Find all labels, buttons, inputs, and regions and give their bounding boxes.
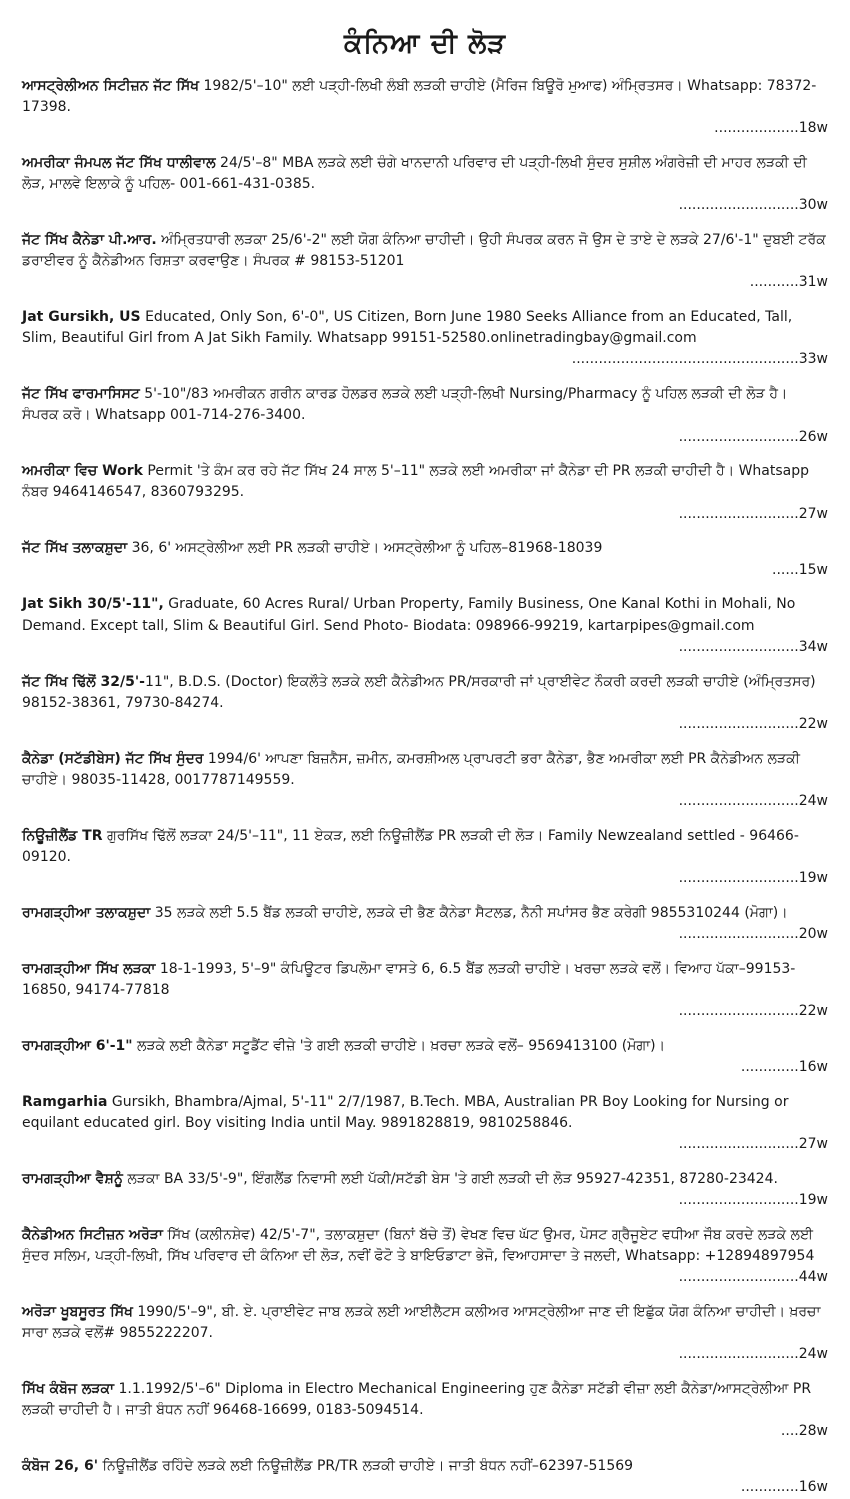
ad-text: 5'-10"/83 ਅਮਰੀਕਨ ਗਰੀਨ ਕਾਰਡ ਹੋਲਡਰ ਲੜਕੇ ਲਈ ਪੜ੍ਹੀ-ਲਿਖੀ Nursing/Pharmacy ਨੂੰ ਪਹਿਲ ਲੜਕੀ ਦੀ ਲੋੜ ਹੈ। ਸੰਪਰਕ ਕਰੋ। Whatsapp 001-714-276-3400. [22,386,788,424]
ad-code: ...........................34w [678,638,828,655]
ad-text: ਲੜਕਾ BA 33/5'-9", ਇੰਗਲੈਂਡ ਨਿਵਾਸੀ ਲਈ ਪੱਕੀ/ਸਟੱਡੀ ਬੇਸ 'ਤੇ ਗਈ ਲੜਕੀ ਦੀ ਲੋੜ 95927-42351, 87280-23424. [122,1170,778,1187]
classified-ad [22,1092,828,1155]
ad-code: ....28w [780,1423,828,1440]
classified-ad [22,594,828,657]
ad-text: 1.1.1992/5'–6" Diploma in Electro Mechanical Engineering ਹੁਣ ਕੈਨੇਡਾ ਸਟੱਡੀ ਵੀਜ਼ਾ ਲਈ ਕੈਨੇਡਾ/ਆਸਟ੍ਰੇਲੀਆ PR ਲੜਕੀ ਚਾਹੀਦੀ ਹੈ। ਜਾਤੀ ਬੰਧਨ ਨਹੀਂ 96468-16699, 0183-5094514. [22,1381,812,1419]
ad-code: ...........................24w [678,792,828,809]
ad-code: ...........................24w [678,1346,828,1363]
classified-ad [22,1456,828,1498]
ad-code: ...........................20w [678,925,828,942]
ad-text: 18-1-1993, 5'–9" ਕੰਪਿਊਟਰ ਡਿਪਲੋਮਾ ਵਾਸਤੇ 6, 6.5 ਬੈਂਡ ਲੜਕੀ ਚਾਹੀਏ। ਖਰਚਾ ਲੜਕੇ ਵਲੋਂ। ਵਿਆਹ ਪੱਕਾ–99153-16850, 94174-77818 [22,960,796,998]
ad-lead: ਰਾਮਗੜ੍ਹੀਆ ਵੈਸ਼ਨੂੰ [22,1170,123,1187]
ad-text: 1990/5'–9", ਬੀ. ਏ. ਪ੍ਰਾਈਵੇਟ ਜਾਬ ਲੜਕੇ ਲਈ ਆਈਲੈਟਸ ਕਲੀਅਰ ਆਸਟ੍ਰੇਲੀਆ ਜਾਣ ਦੀ ਇਛੁੱਕ ਯੋਗ ਕੰਨਿਆ ਚਾਹੀਦੀ। ਖ਼ਰਚਾ ਸਾਰਾ ਲੜਕੇ ਵਲੋਂ# 9855222207. [22,1303,821,1342]
classified-ad [22,1302,828,1365]
classified-ad [22,384,828,447]
ad-code: ...........................30w [678,197,828,214]
ad-text: ਸਿੱਖ (ਕਲੀਨਸ਼ੇਵ) 42/5'-7", ਤਲਾਕਸ਼ੁਦਾ (ਬਿਨਾਂ ਬੱਚੇ ਤੋਂ) ਵੇਖਣ ਵਿਚ ਘੱਟ ਉਮਰ, ਪੋਸਟ ਗ੍ਰੈਜੂਏਟ ਵਧੀਆ ਜੌਬ ਕਰਦੇ ਲੜਕੇ ਲਈ ਸੁੰਦਰ ਸਲਿਮ, ਪੜ੍ਹੀ-ਲਿਖੀ, ਸਿੱਖ ਪਰਿਵਾਰ ਦੀ ਕੰਨਿਆ ਦੀ ਲੋੜ, ਨਵੀਂ ਫੋਟੋ ਤੇ ਬਾਇਓਡਾਟਾ ਭੇਜੋ, ਵਿਆਹਸਾਦਾ ਤੇ ਜਲਦੀ, Whatsapp: +12894897954 [22,1226,815,1264]
ad-lead: ਜੱਟ ਸਿੱਖ ਢਿੱਲੋਂ 32/5'- [22,673,145,690]
ad-lead: Jat Sikh 30/5'-11", [22,596,164,613]
ad-code: ...........................27w [678,1136,828,1152]
ad-text: 35 ਲੜਕੇ ਲਈ 5.5 ਬੈਂਡ ਲੜਕੀ ਚਾਹੀਏ, ਲੜਕੇ ਦੀ ਭੈਣ ਕੈਨੇਡਾ ਸੈਟਲਡ, ਨੈਨੀ ਸਪਾਂਸਰ ਭੈਣ ਕਰੇਗੀ 9855310244 (ਮੋਗਾ)। [150,904,788,921]
ad-text: ਲੜਕੇ ਲਈ ਕੈਨੇਡਾ ਸਟੂਡੈਂਟ ਵੀਜ਼ੇ 'ਤੇ ਗਈ ਲੜਕੀ ਚਾਹੀਏ। ਖ਼ਰਚਾ ਲੜਕੇ ਵਲੋਂ– 9569413100 (ਮੋਗਾ)। [132,1037,666,1054]
ad-code: ...........................19w [678,869,828,886]
ad-text: Educated, Only Son, 6'-0", US Citizen, Born June 1980 Seeks Alliance from an Educated, Tall, Slim, Beautiful Girl from A Jat Sikh Family. Whatsapp 99151-52580.onlinetradingbay@gmail.com [22,309,793,347]
classified-ad [22,749,828,812]
ad-code: ...........................22w [678,715,828,732]
ad-text: ਨਿਊਜ਼ੀਲੈਂਡ ਰਹਿੰਦੇ ਲੜਕੇ ਲਈ ਨਿਊਜ਼ੀਲੈਂਡ PR/TR ਲੜਕੀ ਚਾਹੀਏ। ਜਾਤੀ ਬੰਧਨ ਨਹੀਂ–62397-51569 [98,1458,634,1475]
ad-lead: ਜੱਟ ਸਿੱਖ ਫਾਰਮਾਸਿਸਟ [22,386,140,403]
ad-text: ਗੁਰਸਿੱਖ ਢਿੱਲੋਂ ਲੜਕਾ 24/5'–11", 11 ਏਕੜ, ਲਈ ਨਿਊਜ਼ੀਲੈਂਡ PR ਲੜਕੀ ਦੀ ਲੋੜ। Family Newzealand settled - 96466-09120. [22,827,799,865]
ad-lead: ਜੱਟ ਸਿੱਖ ਕੈਨੇਡਾ ਪੀ.ਆਰ. [22,232,157,249]
ad-text: ਅੰਮ੍ਰਿਤਧਾਰੀ ਲੜਕਾ 25/6'-2" ਲਈ ਯੋਗ ਕੰਨਿਆ ਚਾਹੀਦੀ। ਉਹੀ ਸੰਪਰਕ ਕਰਨ ਜੋ ਉਸ ਦੇ ਤਾਏ ਦੇ ਲੜਕੇ 27/6'-1" ਦੁਬਈ ਟਰੱਕ ਡਰਾਈਵਰ ਨੂੰ ਕੈਨੇਡੀਅਨ ਰਿਸ਼ਤਾ ਕਰਵਾਉਣ। ਸੰਪਰਕ # 98153-51201 [22,232,826,270]
classified-ad [22,76,828,139]
ad-code: ...........................27w [678,505,828,522]
ad-lead: ਕੰਬੋਜ 26, 6' [22,1458,99,1475]
ad-code: ...........31w [749,274,828,291]
classified-ad [22,307,828,370]
ad-list [22,76,828,1498]
ad-text: 11", B.D.S. (Doctor) ਇਕਲੌਤੇ ਲੜਕੇ ਲਈ ਕੈਨੇਡੀਅਨ PR/ਸਰਕਾਰੀ ਜਾਂ ਪ੍ਰਾਈਵੇਟ ਨੌਕਰੀ ਕਰਦੀ ਲੜਕੀ ਚਾਹੀਏ (ਅੰਮ੍ਰਿਤਸਰ) 98152-38361, 79730-84274. [22,673,816,711]
ad-lead: ਅਮਰੀਕਾ ਵਿਚ Work [22,463,143,480]
ad-lead: ਨਿਊਜ਼ੀਲੈਂਡ TR [22,827,103,844]
ad-text: Graduate, 60 Acres Rural/ Urban Property, Family Business, One Kanal Kothi in Mohali, No Demand. Except tall, Slim & Beautiful Girl. Send Photo- Biodata: 098966-99219, kartarpipes@gmail.com [22,596,796,634]
ad-lead: ਰਾਮਗੜ੍ਹੀਆ ਸਿੱਖ ਲੜਕਾ [22,960,156,977]
ad-lead: ਰਾਮਗੜ੍ਹੀਆ 6'-1" [22,1037,133,1054]
ad-lead: ਅਮਰੀਕਾ ਜੰਮਪਲ ਜੱਟ ਸਿੱਖ ਧਾਲੀਵਾਲ [22,155,216,172]
ad-lead: Jat Gursikh, US [22,309,141,326]
ad-code: ...................18w [714,120,828,137]
classified-ad [22,903,828,945]
classified-ad [22,230,828,293]
ad-text: 1994/6' ਆਪਣਾ ਬਿਜ਼ਨੈਸ, ਜ਼ਮੀਨ, ਕਮਰਸ਼ੀਅਲ ਪ੍ਰਾਪਰਟੀ ਭਰਾ ਕੈਨੇਡਾ, ਭੈਣ ਅਮਰੀਕਾ ਲਈ PR ਕੈਨੇਡੀਅਨ ਲੜਕੀ ਚਾਹੀਏ। 98035-11428, 0017787149559. [22,750,800,788]
ad-lead: ਅਰੋੜਾ ਖੂਬਸੂਰਤ ਸਿੱਖ [22,1303,133,1320]
ad-code: ...........................19w [678,1191,828,1208]
classified-ad [22,1169,828,1211]
classified-ad [22,1379,828,1442]
ad-text: 36, 6' ਅਸਟ੍ਰੇਲੀਆ ਲਈ PR ਲੜਕੀ ਚਾਹੀਏ। ਅਸਟ੍ਰੇਲੀਆ ਨੂੰ ਪਹਿਲ–81968-18039 [127,540,603,557]
ad-code: .............16w [740,1479,828,1496]
ad-text: 24/5'–8" MBA ਲੜਕੇ ਲਈ ਚੰਗੇ ਖਾਨਦਾਨੀ ਪਰਿਵਾਰ ਦੀ ਪੜ੍ਹੀ-ਲਿਖੀ ਸੁੰਦਰ ਸੁਸ਼ੀਲ ਅੰਗਰੇਜ਼ੀ ਦੀ ਮਾਹਰ ਲੜਕੀ ਦੀ ਲੋੜ, ਮਾਲਵੇ ਇਲਾਕੇ ਨੂੰ ਪਹਿਲ- 001-661-431-0385. [22,155,807,193]
ad-lead: ਕੈਨੇਡਾ (ਸਟੱਡੀਬੇਸ) ਜੱਟ ਸਿੱਖ ਸੁੰਦਰ [22,750,204,767]
ad-code: .............16w [740,1058,828,1075]
classified-ad [22,1036,828,1078]
classified-ad [22,1225,828,1288]
ad-code: ...........................22w [678,1002,828,1019]
classified-ad [22,153,828,216]
classified-ad [22,538,828,580]
ad-lead: ਜੱਟ ਸਿੱਖ ਤਲਾਕਸ਼ੁਦਾ [22,540,128,557]
ad-lead: Ramgarhia [22,1093,108,1110]
ad-lead: ਸਿੱਖ ਕੰਬੋਜ ਲੜਕਾ [22,1381,115,1398]
ad-code: ......15w [772,561,828,578]
classified-ad [22,826,828,889]
ad-code: ...........................44w [678,1269,828,1286]
ad-text: Gursikh, Bhambra/Ajmal, 5'-11" 2/7/1987, B.Tech. MBA, Australian PR Boy Looking for Nursing or equilant educated girl. Boy visiting India until May. 9891828819, 9810258846. [22,1093,789,1131]
classified-ad [22,461,828,524]
ad-text: Permit 'ਤੇ ਕੰਮ ਕਰ ਰਹੇ ਜੱਟ ਸਿੱਖ 24 ਸਾਲ 5'–11" ਲੜਕੇ ਲਈ ਅਮਰੀਕਾ ਜਾਂ ਕੈਨੇਡਾ ਦੀ PR ਲੜਕੀ ਚਾਹੀਦੀ ਹੈ। Whatsapp ਨੰਬਰ 9464146547, 8360793295. [22,463,810,501]
ad-lead: ਆਸਟ੍ਰੇਲੀਅਨ ਸਿਟੀਜ਼ਨ ਜੱਟ ਸਿੱਖ [22,78,200,94]
ad-lead: ਰਾਮਗੜ੍ਹੀਆ ਤਲਾਕਸ਼ੁਦਾ [22,904,151,921]
classified-ad [22,959,828,1022]
ad-code: ...........................26w [678,428,828,445]
ad-text: 1982/5'–10" ਲਈ ਪੜ੍ਹੀ-ਲਿਖੀ ਲੰਬੀ ਲੜਕੀ ਚਾਹੀਏ (ਮੈਰਿਜ ਬਿਊਰੋ ਮੁਆਫ) ਅੰਮ੍ਰਿਤਸਰ। Whatsapp: 78372-17398. [22,78,817,116]
ad-lead: ਕੈਨੇਡੀਅਨ ਸਿਟੀਜ਼ਨ ਅਰੋੜਾ [22,1226,163,1243]
classified-ad [22,672,828,735]
page-title: ਕੰਨਿਆ ਦੀ ਲੋੜ [343,28,507,59]
ad-code: ...................................................33w [571,351,828,368]
